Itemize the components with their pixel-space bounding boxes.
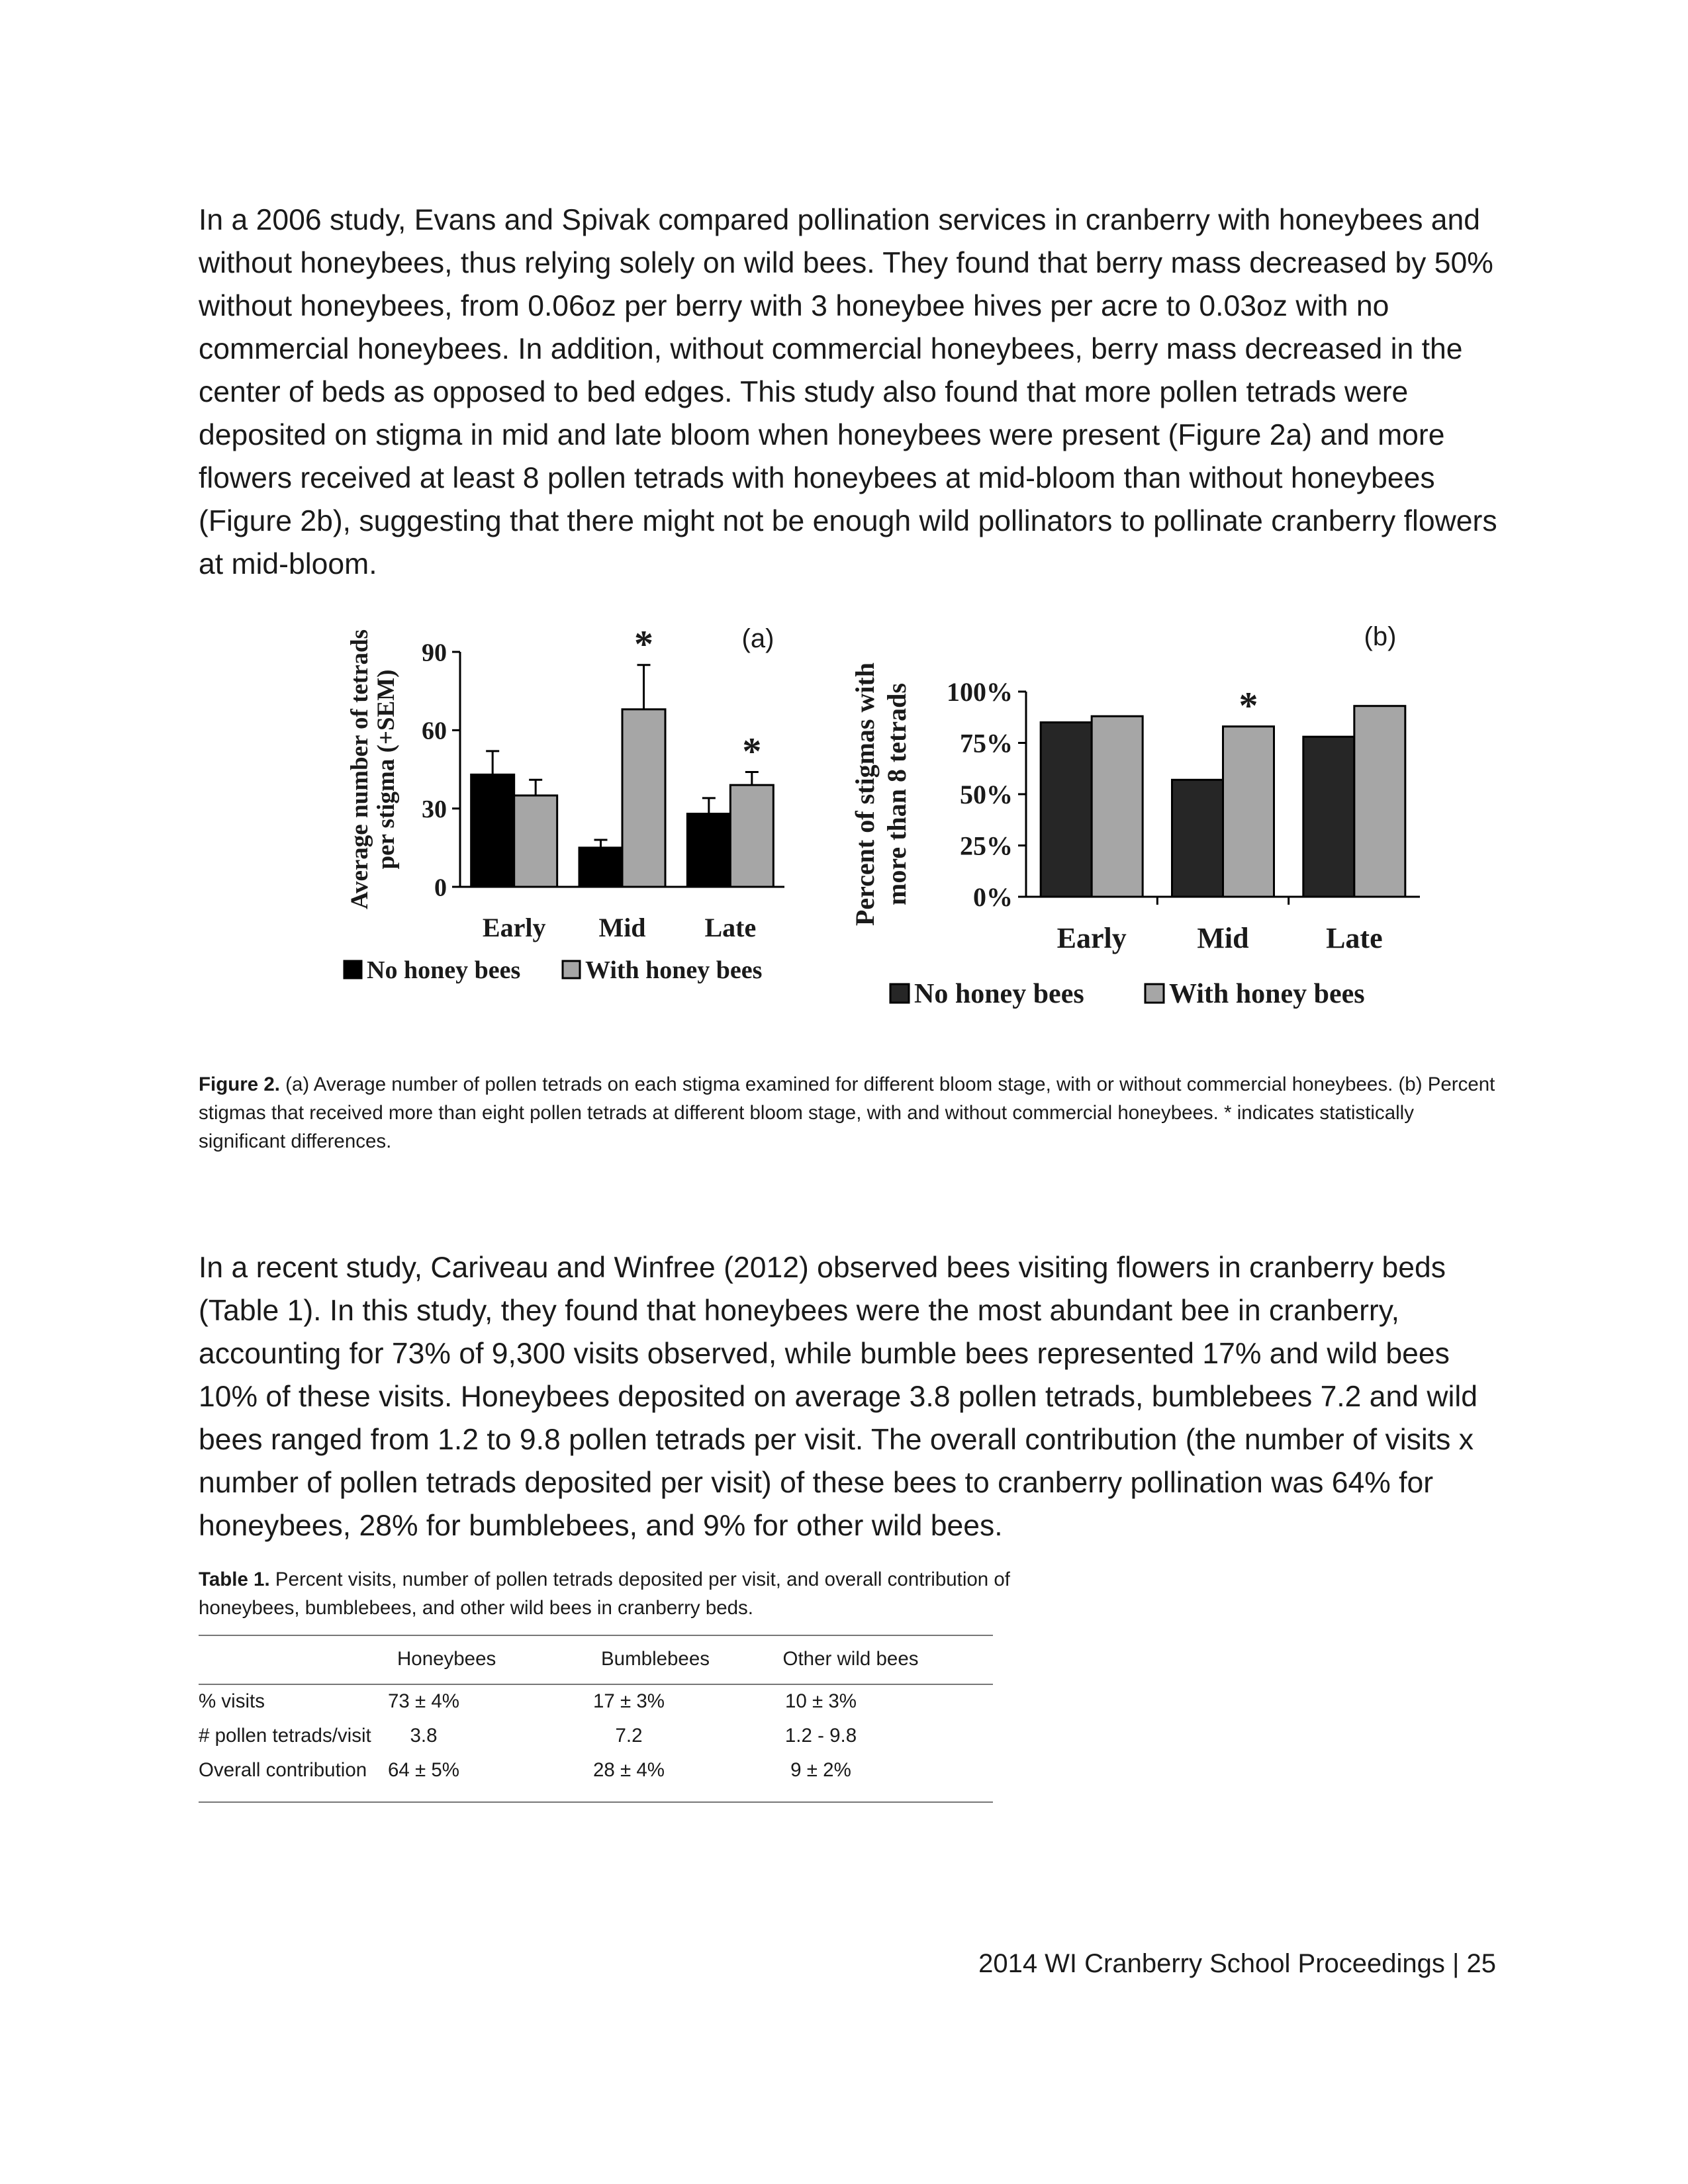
legend-label: No honey bees [367,956,521,984]
x-tick-label: Early [482,913,546,942]
table-top-rule [199,1635,993,1636]
table-header-rule [199,1684,993,1685]
table-cell: 73 ± 4% [387,1690,460,1712]
table-cell: 10 ± 3% [784,1690,857,1712]
table-caption [199,1565,1066,1622]
table-cell: 9 ± 2% [790,1759,851,1781]
table-header-honeybees: Honeybees [397,1648,496,1670]
significance-marker: * [742,729,762,773]
x-tick-label: Early [1056,922,1127,954]
body-paragraph-2: In a recent study, Cariveau and Winfree (2012) observed bees visiting flowers in cranberry beds (Table 1). In this study, they found that honeybees were the most abundant bee in cranberry, accounting for 73% of 9,300 visits observed, while bumble bees represented 17% and wild bees 10% of these visits. Honeybees deposited on average 3.8 pollen tetrads, bumblebees 7.2 and wild bees ranged from 1.2 to 9.8 pollen tetrads per visit. The overall contribution (the number of visits x number of pollen tetrads deposited per visit) of these bees to cranberry pollination was 64% for honeybees, 28% for bumblebees, and 9% for other wild bees. [199,1251,1478,1542]
y-axis-title-line-2: more than 8 tetrads [882,683,912,905]
x-tick-label: Mid [1197,922,1249,954]
x-tick-label: Late [704,913,757,942]
legend-swatch [563,961,580,978]
significance-marker: * [634,622,653,666]
table-cell: 17 ± 3% [592,1690,665,1712]
y-tick-label: 100% [947,677,1013,707]
y-tick-label: 25% [960,831,1013,861]
y-tick-label: 75% [960,728,1013,758]
figure-caption-text: (a) Average number of pollen tetrads on each stigma examined for different bloom stage, with or without commercial honeybees. (b) Percent stigmas that received more than eight pollen tetrads at different bloom stage, with and without commercial honeybees. * indicates statistically significant differences. [199,1073,1495,1152]
bar [579,848,622,887]
legend-label: With honey bees [1169,979,1365,1009]
table-row-label: Overall contribution [199,1759,367,1781]
bar [514,796,557,887]
table-caption-label: Table 1. [199,1569,270,1590]
figure-caption [199,1070,1496,1156]
bar [687,814,730,887]
bar [1041,723,1092,897]
y-tick-label: 30 [422,795,447,823]
bar [1223,727,1274,897]
y-tick-label: 90 [422,639,447,667]
significance-marker: * [1239,684,1258,727]
bar [1172,780,1223,897]
legend-swatch [890,984,909,1003]
legend-label: No honey bees [914,979,1084,1009]
body-paragraph-1: In a 2006 study, Evans and Spivak compared pollination services in cranberry with honeybees and without honeybees, thus relying solely on wild bees. They found that berry mass decreased by 50% without honeybees, from 0.06oz per berry with 3 honeybee hives per acre to 0.03oz with no commercial honeybees. In addition, without commercial honeybees, berry mass decreased in the center of beds as opposed to bed edges. This study also found that more pollen tetrads were deposited on stigma in mid and late bloom when honeybees were present (Figure 2a) and more flowers received at least 8 pollen tetrads with honeybees at mid-bloom than without honeybees (Figure 2b), suggesting that there might not be enough wild pollinators to pollinate cranberry flowers at mid-bloom. [199,204,1497,580]
bar [1092,716,1143,897]
x-tick-label: Mid [598,913,646,942]
table-row-label: # pollen tetrads/visit [199,1725,371,1747]
table-caption-text: Percent visits, number of pollen tetrads deposited per visit, and overall contribution of honeybees, bumblebees, and other wild bees in cranberry beds. [199,1569,1010,1619]
table-cell: 64 ± 5% [387,1759,460,1781]
bar [622,709,665,887]
panel-label: (a) [741,624,774,653]
legend-label: With honey bees [585,956,763,984]
y-axis-title-line-2: per stigma (+SEM) [373,669,400,870]
panel-label: (b) [1364,622,1397,651]
page-footer: 2014 WI Cranberry School Proceedings | 25 [978,1949,1496,1978]
y-tick-label: 60 [422,717,447,745]
table-row-label: % visits [199,1690,265,1712]
table-header-other-wild-bees: Other wild bees [782,1648,919,1670]
bar [1303,737,1354,897]
chart-a [344,623,784,984]
y-tick-label: 0% [973,882,1013,912]
table-bottom-rule [199,1801,993,1803]
table-cell: 1.2 - 9.8 [784,1725,857,1747]
bar [1354,706,1405,897]
table-cell: 7.2 [615,1725,643,1747]
y-tick-label: 50% [960,780,1013,809]
legend-swatch [1145,984,1164,1003]
figure-caption-label: Figure 2. [199,1073,280,1095]
chart-b [850,622,1420,1009]
bar [471,774,514,887]
x-tick-label: Late [1326,922,1383,954]
table-header-bumblebees: Bumblebees [601,1648,710,1670]
table-cell: 3.8 [410,1725,438,1747]
table-cell: 28 ± 4% [592,1759,665,1781]
legend-swatch [344,961,361,978]
bar [730,785,773,887]
y-tick-label: 0 [434,874,447,902]
y-axis-title-line-1: Average number of tetrads [346,629,373,910]
y-axis-title-line-1: Percent of stigmas with [850,662,880,927]
